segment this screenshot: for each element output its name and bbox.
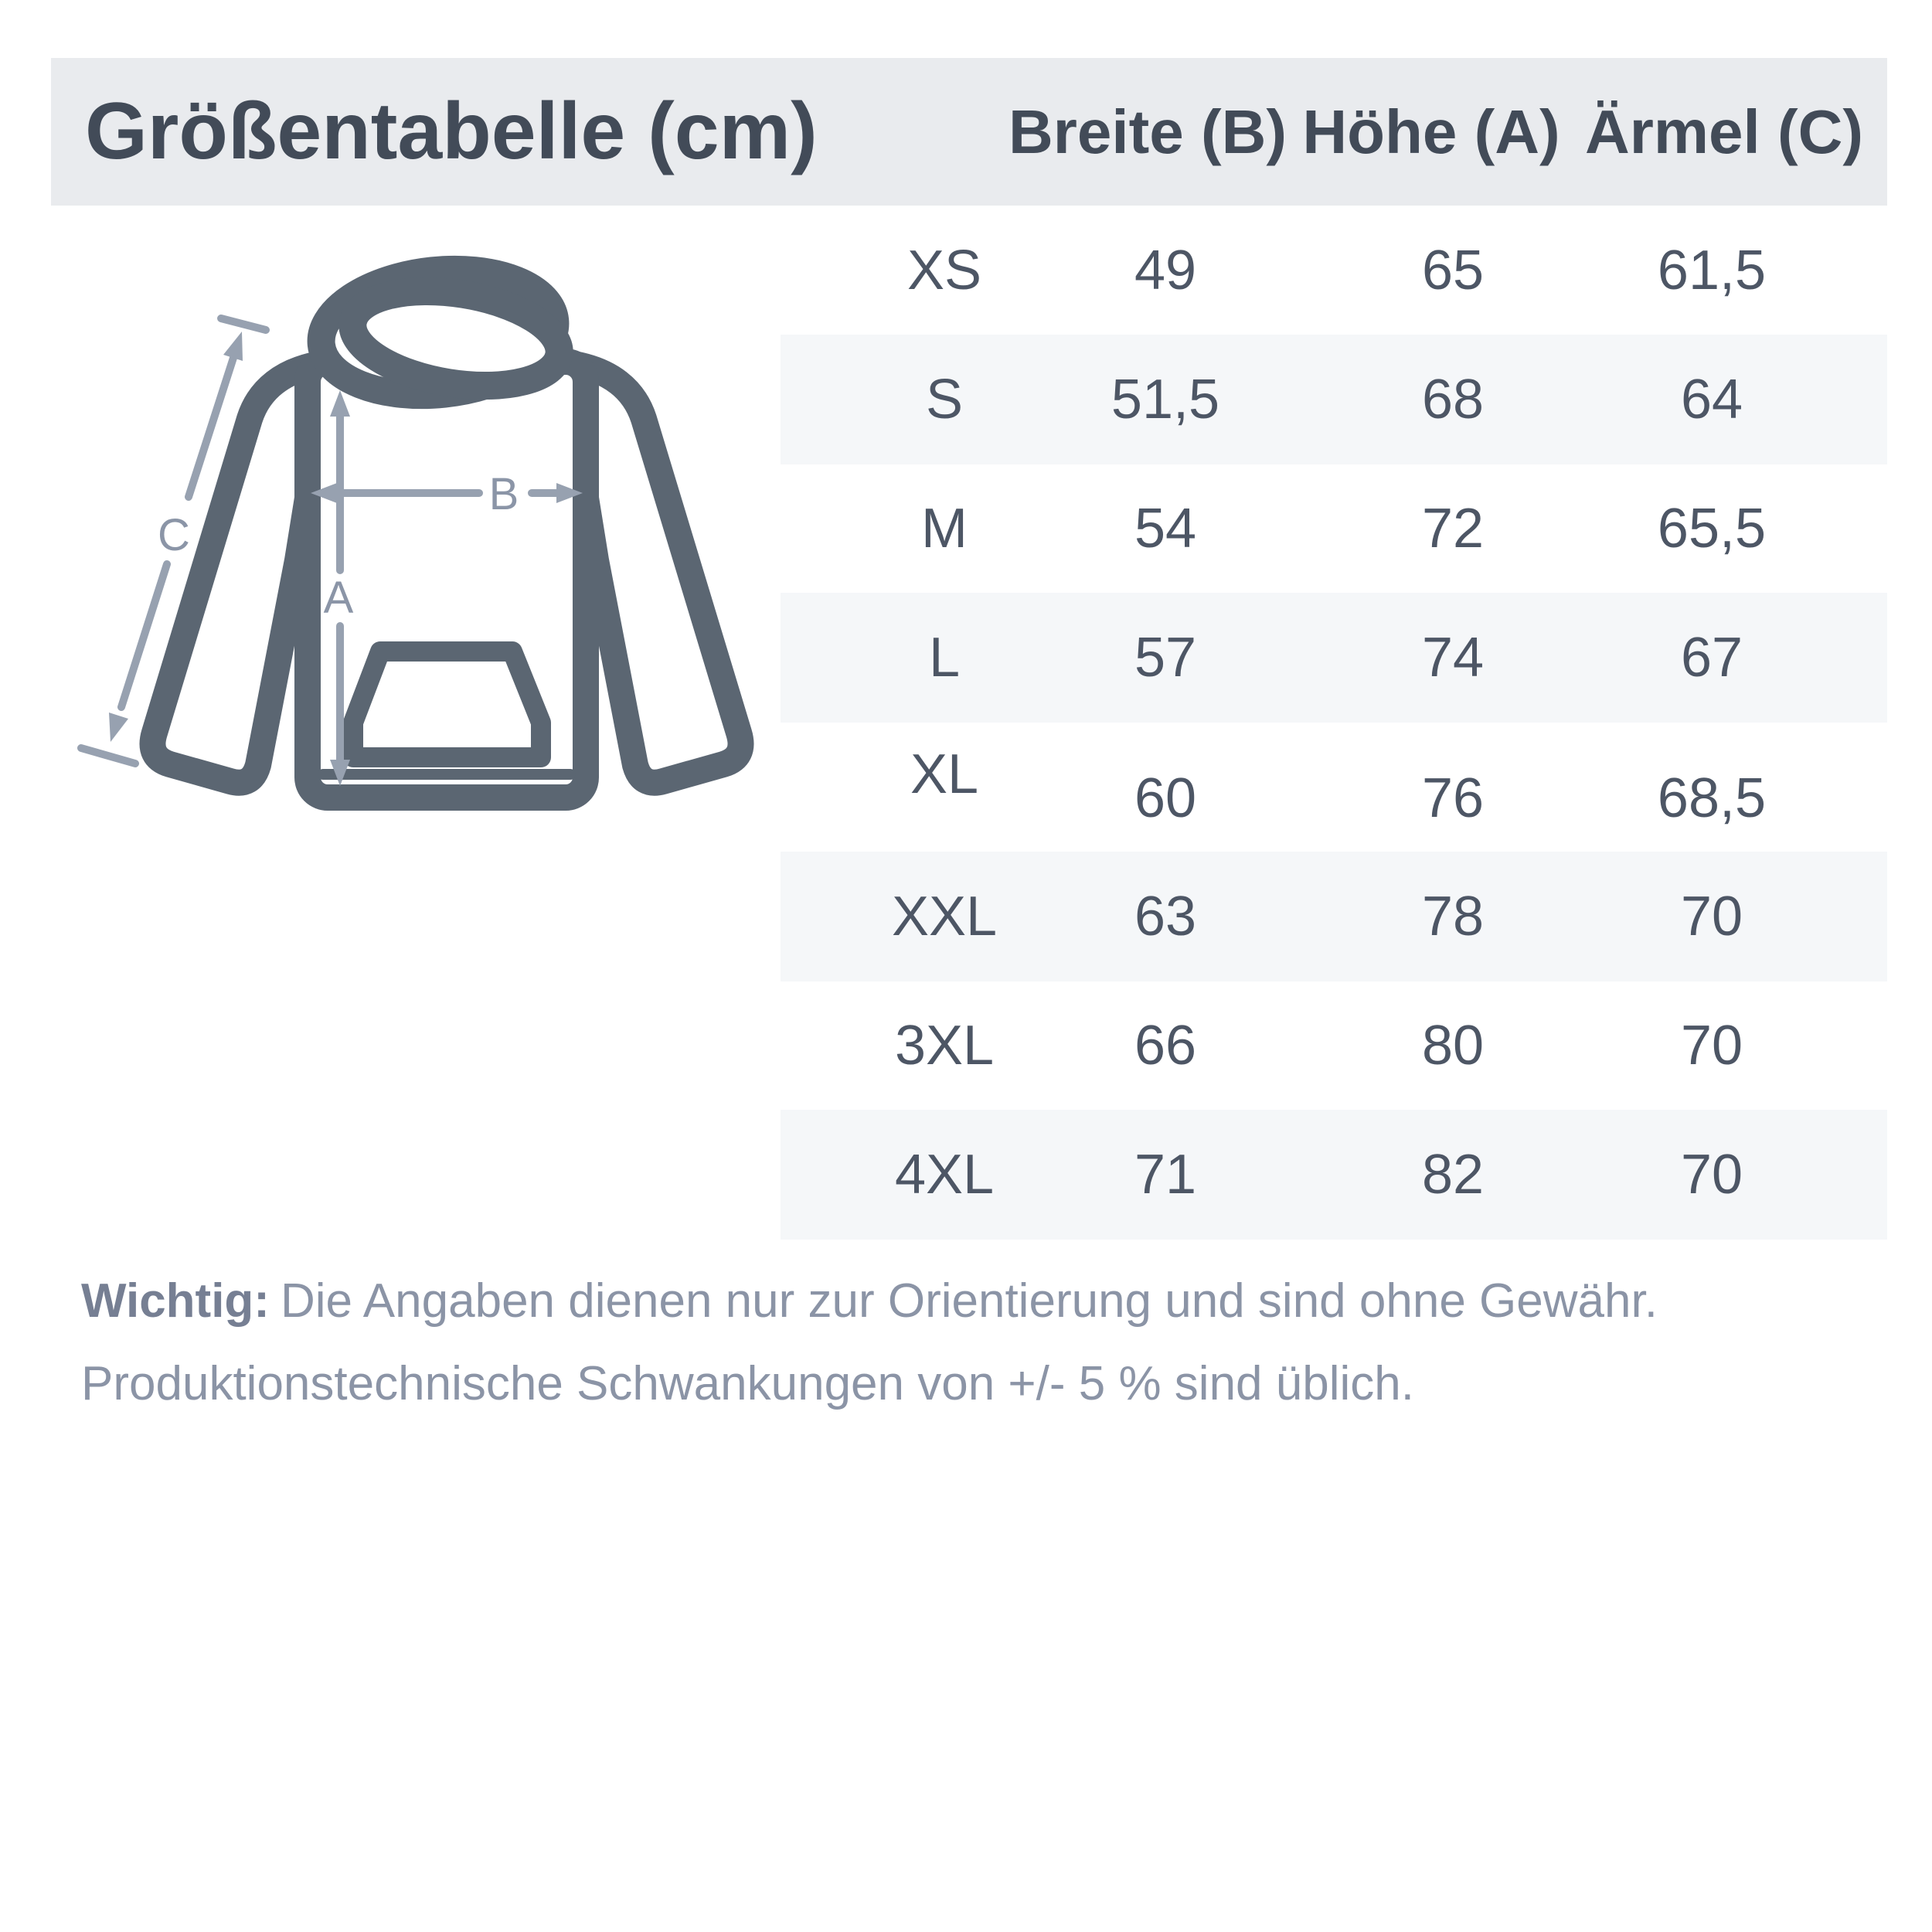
aermel-cell: 61,5 (1657, 240, 1767, 301)
breite-cell: 71 (1134, 1144, 1197, 1206)
footer-line-1 (81, 1260, 1781, 1342)
table-row (781, 1110, 1887, 1240)
label-c: C (158, 510, 190, 560)
label-b: B (488, 469, 519, 519)
table-row (781, 335, 1887, 464)
hoehe-cell: 80 (1421, 1015, 1485, 1077)
aermel-cell: 70 (1680, 1144, 1743, 1206)
size-cell: M (921, 498, 968, 560)
breite-cell: 54 (1134, 498, 1197, 560)
footer-important-label: Wichtig: (81, 1274, 270, 1328)
table-row (781, 852, 1887, 981)
table-row (781, 206, 1887, 335)
size-cell: 3XL (894, 1015, 995, 1077)
size-cell: L (928, 627, 961, 689)
size-cell: XXL (891, 886, 998, 947)
breite-cell: 57 (1134, 627, 1197, 689)
aermel-cell: 65,5 (1657, 498, 1767, 560)
aermel-cell: 67 (1680, 627, 1743, 689)
footer-line-1-text: Die Angaben dienen nur zur Orientierung und sind ohne Gewähr. (280, 1274, 1658, 1328)
breite-cell: 49 (1134, 240, 1197, 301)
hoehe-cell: 65 (1421, 240, 1485, 301)
table-row (781, 981, 1887, 1111)
aermel-cell: 70 (1680, 886, 1743, 947)
hoehe-cell: 72 (1421, 498, 1485, 560)
hoehe-cell: 78 (1421, 886, 1485, 947)
size-cell: 4XL (894, 1144, 995, 1206)
table-row (781, 464, 1887, 594)
size-cell: XS (906, 240, 982, 301)
table-row (781, 722, 1887, 852)
hoehe-cell: 76 (1421, 767, 1485, 829)
breite-cell: 63 (1134, 886, 1197, 947)
hoehe-cell: 82 (1421, 1144, 1485, 1206)
hoehe-cell: 74 (1421, 627, 1485, 689)
breite-cell: 60 (1134, 767, 1197, 829)
size-cell: S (925, 369, 964, 430)
aermel-cell: 68,5 (1657, 767, 1767, 829)
column-header-aermel: Ärmel (C) (1584, 97, 1864, 166)
breite-cell: 51,5 (1111, 369, 1220, 430)
page-title: Größentabelle (cm) (85, 87, 818, 176)
footer-line-2: Produktionstechnische Schwankungen von +/- 5 % sind üblich. (81, 1357, 1414, 1410)
label-a: A (323, 573, 354, 623)
column-header-breite: Breite (B) (1008, 97, 1287, 166)
breite-cell: 66 (1134, 1015, 1197, 1077)
aermel-cell: 70 (1680, 1015, 1743, 1077)
size-cell: XL (910, 743, 979, 805)
footer-note (81, 1260, 1781, 1425)
column-header-hoehe: Höhe (A) (1302, 97, 1560, 166)
aermel-cell: 64 (1680, 369, 1743, 430)
table-row (781, 593, 1887, 723)
hoehe-cell: 68 (1421, 369, 1485, 430)
